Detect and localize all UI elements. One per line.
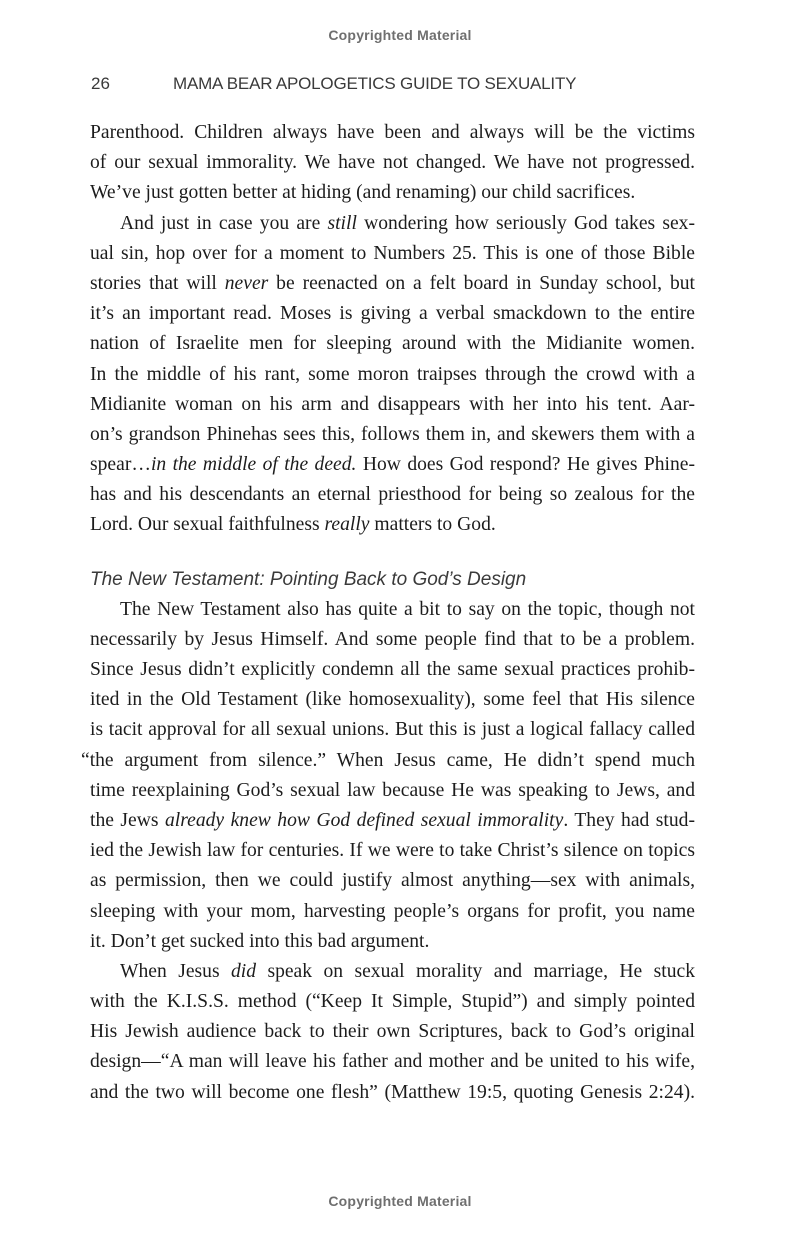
text-line: on’s grandson Phinehas sees this, follows them in, and skewers them with a <box>90 423 695 445</box>
text-line: necessarily by Jesus Himself. And some people find that to be a problem. <box>90 628 695 650</box>
text-line: In the middle of his rant, some moron traipses through the crowd with a <box>90 363 695 385</box>
text-line: of our sexual immorality. We have not changed. We have not progressed. <box>90 152 695 174</box>
text-line: with the K.I.S.S. method (“Keep It Simple, Stupid”) and simply pointed <box>90 991 695 1013</box>
text-line: it’s an important read. Moses is giving a verbal smackdown to the entire <box>90 303 695 325</box>
text-line: it. Don’t get sucked into this bad argument. <box>90 930 430 952</box>
emphasis: did <box>230 960 257 982</box>
emphasis: in the middle of the deed. <box>150 454 357 476</box>
emphasis: still <box>327 212 357 234</box>
text-line: Parenthood. Children always have been and always will be the victims <box>90 122 695 143</box>
text-line: His Jewish audience back to their own Scriptures, back to God’s original <box>90 1021 695 1043</box>
text-line: Since Jesus didn’t explicitly condemn all the same sexual practices prohib- <box>90 659 695 680</box>
text-line: ual sin, hop over for a moment to Numbers 25. This is one of those Bible <box>90 242 695 264</box>
emphasis: already knew how God defined sexual immorality <box>164 809 564 831</box>
text-line: design—“A man will leave his father and mother and be united to his wife, <box>90 1051 695 1073</box>
text-line: The New Testament also has quite a bit to say on the topic, though not <box>120 598 695 620</box>
text-line: and the two will become one flesh” (Matthew 19:5, quoting Genesis 2:24). <box>90 1081 695 1103</box>
book-title: MAMA BEAR APOLOGETICS GUIDE TO SEXUALITY <box>173 74 577 93</box>
text-line: is tacit approval for all sexual unions. But this is just a logical fallacy called <box>90 719 695 741</box>
text-line: ited in the Old Testament (like homosexuality), some feel that His silence <box>90 689 695 711</box>
text-line: “the argument from silence.” When Jesus came, He didn’t spend much <box>81 749 695 771</box>
page-body <box>81 118 696 1108</box>
text-line: sleeping with your mom, harvesting people’s organs for profit, you name <box>90 900 695 922</box>
emphasis: never <box>224 272 269 294</box>
text-line: has and his descendants an eternal priesthood for being so zealous for the <box>90 484 695 506</box>
section-heading: The New Testament: Pointing Back to God’s Design <box>90 568 527 590</box>
text-line: spear…in the middle of the deed. How does God respond? He gives Phine- <box>90 454 696 476</box>
text-line: Lord. Our sexual faithfulness really matters to God. <box>90 514 496 536</box>
text-line: nation of Israelite men for sleeping around with the Midianite women. <box>90 333 695 355</box>
text-line: stories that will never be reenacted on a felt board in Sunday school, but <box>90 272 695 294</box>
text-line: Midianite woman on his arm and disappears with her into his tent. Aar- <box>90 393 695 415</box>
text-line: We’ve just gotten better at hiding (and renaming) our child sacrifices. <box>90 182 636 204</box>
text-line: the Jews already knew how God defined sexual immorality. They had stud- <box>90 809 695 831</box>
copyright-watermark-bottom: Copyrighted Material <box>328 1193 472 1209</box>
emphasis: really <box>324 514 370 536</box>
text-line: ied the Jewish law for centuries. If we were to take Christ’s silence on topics <box>90 840 695 862</box>
copyright-watermark-top: Copyrighted Material <box>328 27 472 43</box>
text-line: as permission, then we could justify almost anything—sex with animals, <box>90 870 695 892</box>
page-number: 26 <box>91 74 110 93</box>
text-line: When Jesus did speak on sexual morality and marriage, He stuck <box>120 960 695 982</box>
running-header <box>91 74 720 94</box>
text-line: And just in case you are still wondering how seriously God takes sex- <box>120 212 695 234</box>
text-line: time reexplaining God’s sexual law because He was speaking to Jews, and <box>90 779 695 801</box>
